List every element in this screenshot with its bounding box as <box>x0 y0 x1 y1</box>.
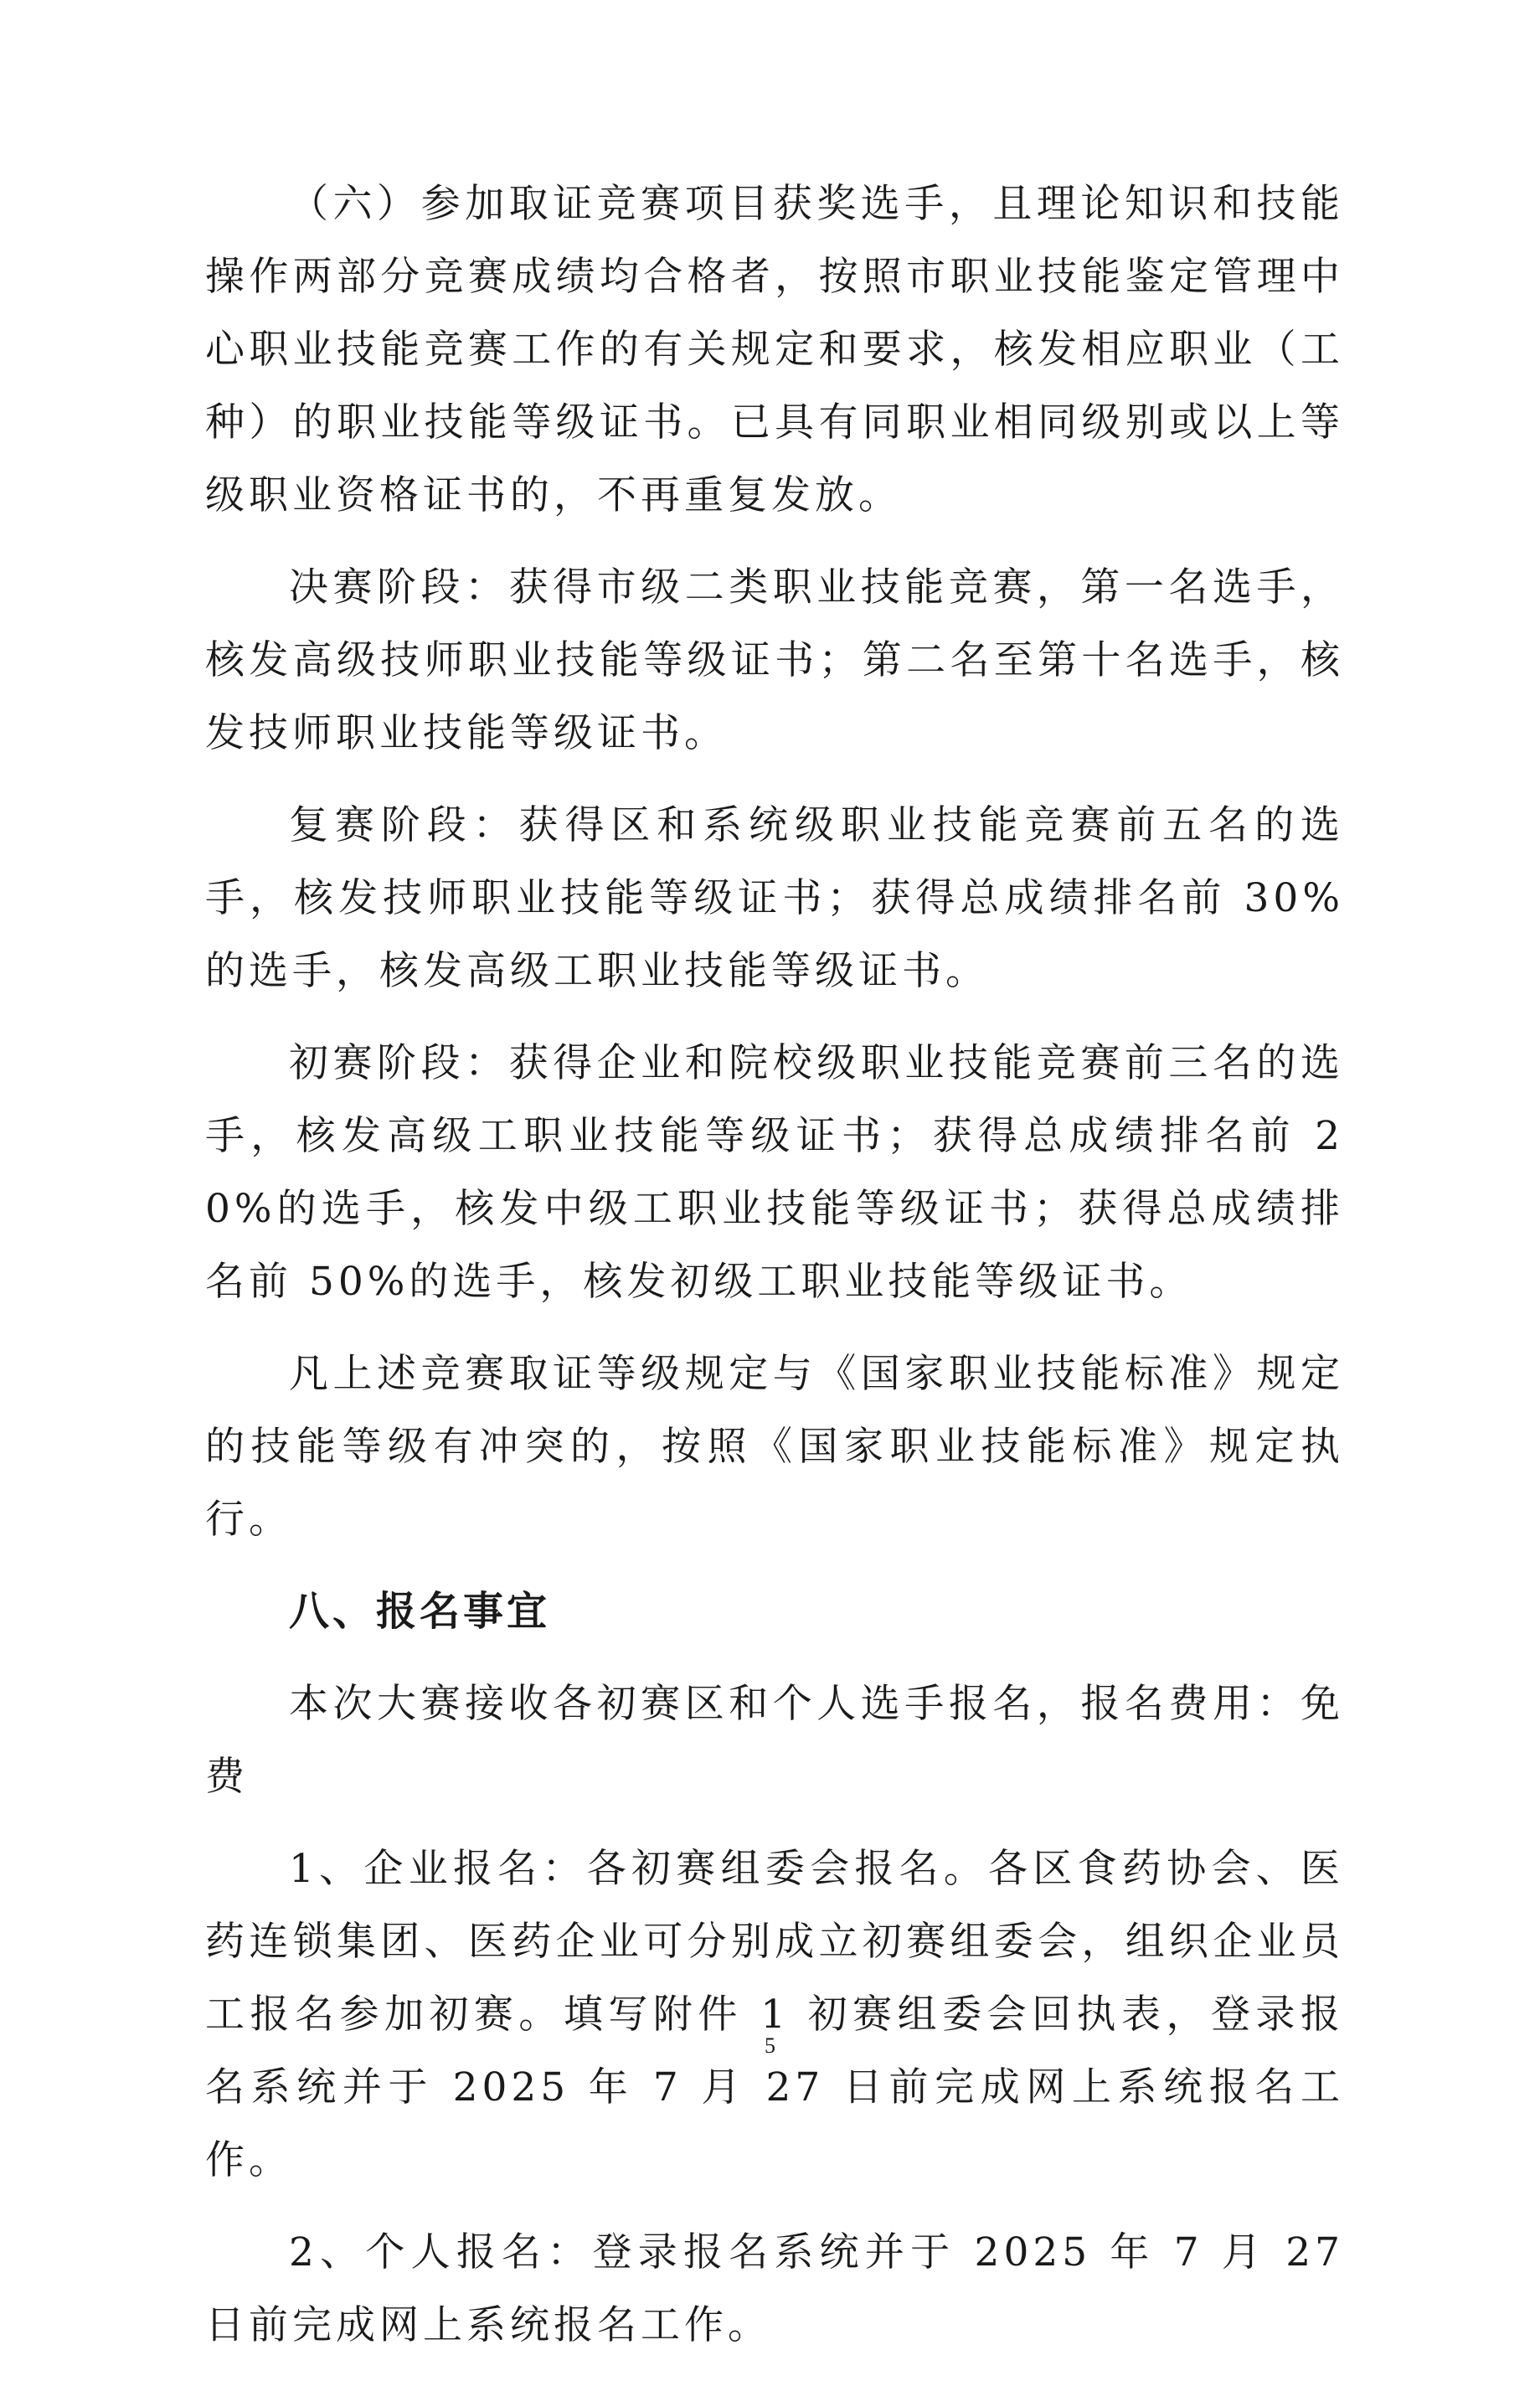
paragraph-preliminary-stage: 初赛阶段：获得企业和院校级职业技能竞赛前三名的选手，核发高级工职业技能等级证书；获得总成绩排名前 20%的选手，核发中级工职业技能等级证书；获得总成绩排名前 50%的选手，核发初级工职业技能等级证书。 <box>205 1040 1344 1305</box>
paragraph-standard-conflict: 凡上述竞赛取证等级规定与《国家职业技能标准》规定的技能等级有冲突的，按照《国家职业技能标准》规定执行。 <box>205 1351 1344 1543</box>
section-heading-registration: 八、报名事宜 <box>289 1588 551 1635</box>
paragraph-final-stage: 决赛阶段：获得市级二类职业技能竞赛，第一名选手，核发高级技师职业技能等级证书；第二名至第十名选手，核发技师职业技能等级证书。 <box>205 564 1344 756</box>
paragraph-individual-registration: 2、个人报名：登录报名系统并于 2025 年 7 月 27 日前完成网上系统报名工作。 <box>205 2229 1344 2348</box>
paragraph-certificate-rules: （六）参加取证竞赛项目获奖选手，且理论知识和技能操作两部分竞赛成绩均合格者，按照市职业技能鉴定管理中心职业技能竞赛工作的有关规定和要求，核发相应职业（工种）的职业技能等级证书。已具有同职业相同级别或以上等级职业资格证书的，不再重复发放。 <box>205 181 1344 518</box>
paragraph-semifinal-stage: 复赛阶段：获得区和系统级职业技能竞赛前五名的选手，核发技师职业技能等级证书；获得总成绩排名前 30%的选手，核发高级工职业技能等级证书。 <box>205 802 1344 994</box>
page-number: 5 <box>765 2033 775 2058</box>
paragraph-enterprise-registration: 1、企业报名：各初赛组委会报名。各区食药协会、医药连锁集团、医药企业可分别成立初赛组委会，组织企业员工报名参加初赛。填写附件 1 初赛组委会回执表，登录报名系统并于 2025 年 7 月 27 日前完成网上系统报名工作。 <box>205 1846 1344 2183</box>
paragraph-registration-intro: 本次大赛接收各初赛区和个人选手报名，报名费用：免费 <box>205 1681 1344 1800</box>
